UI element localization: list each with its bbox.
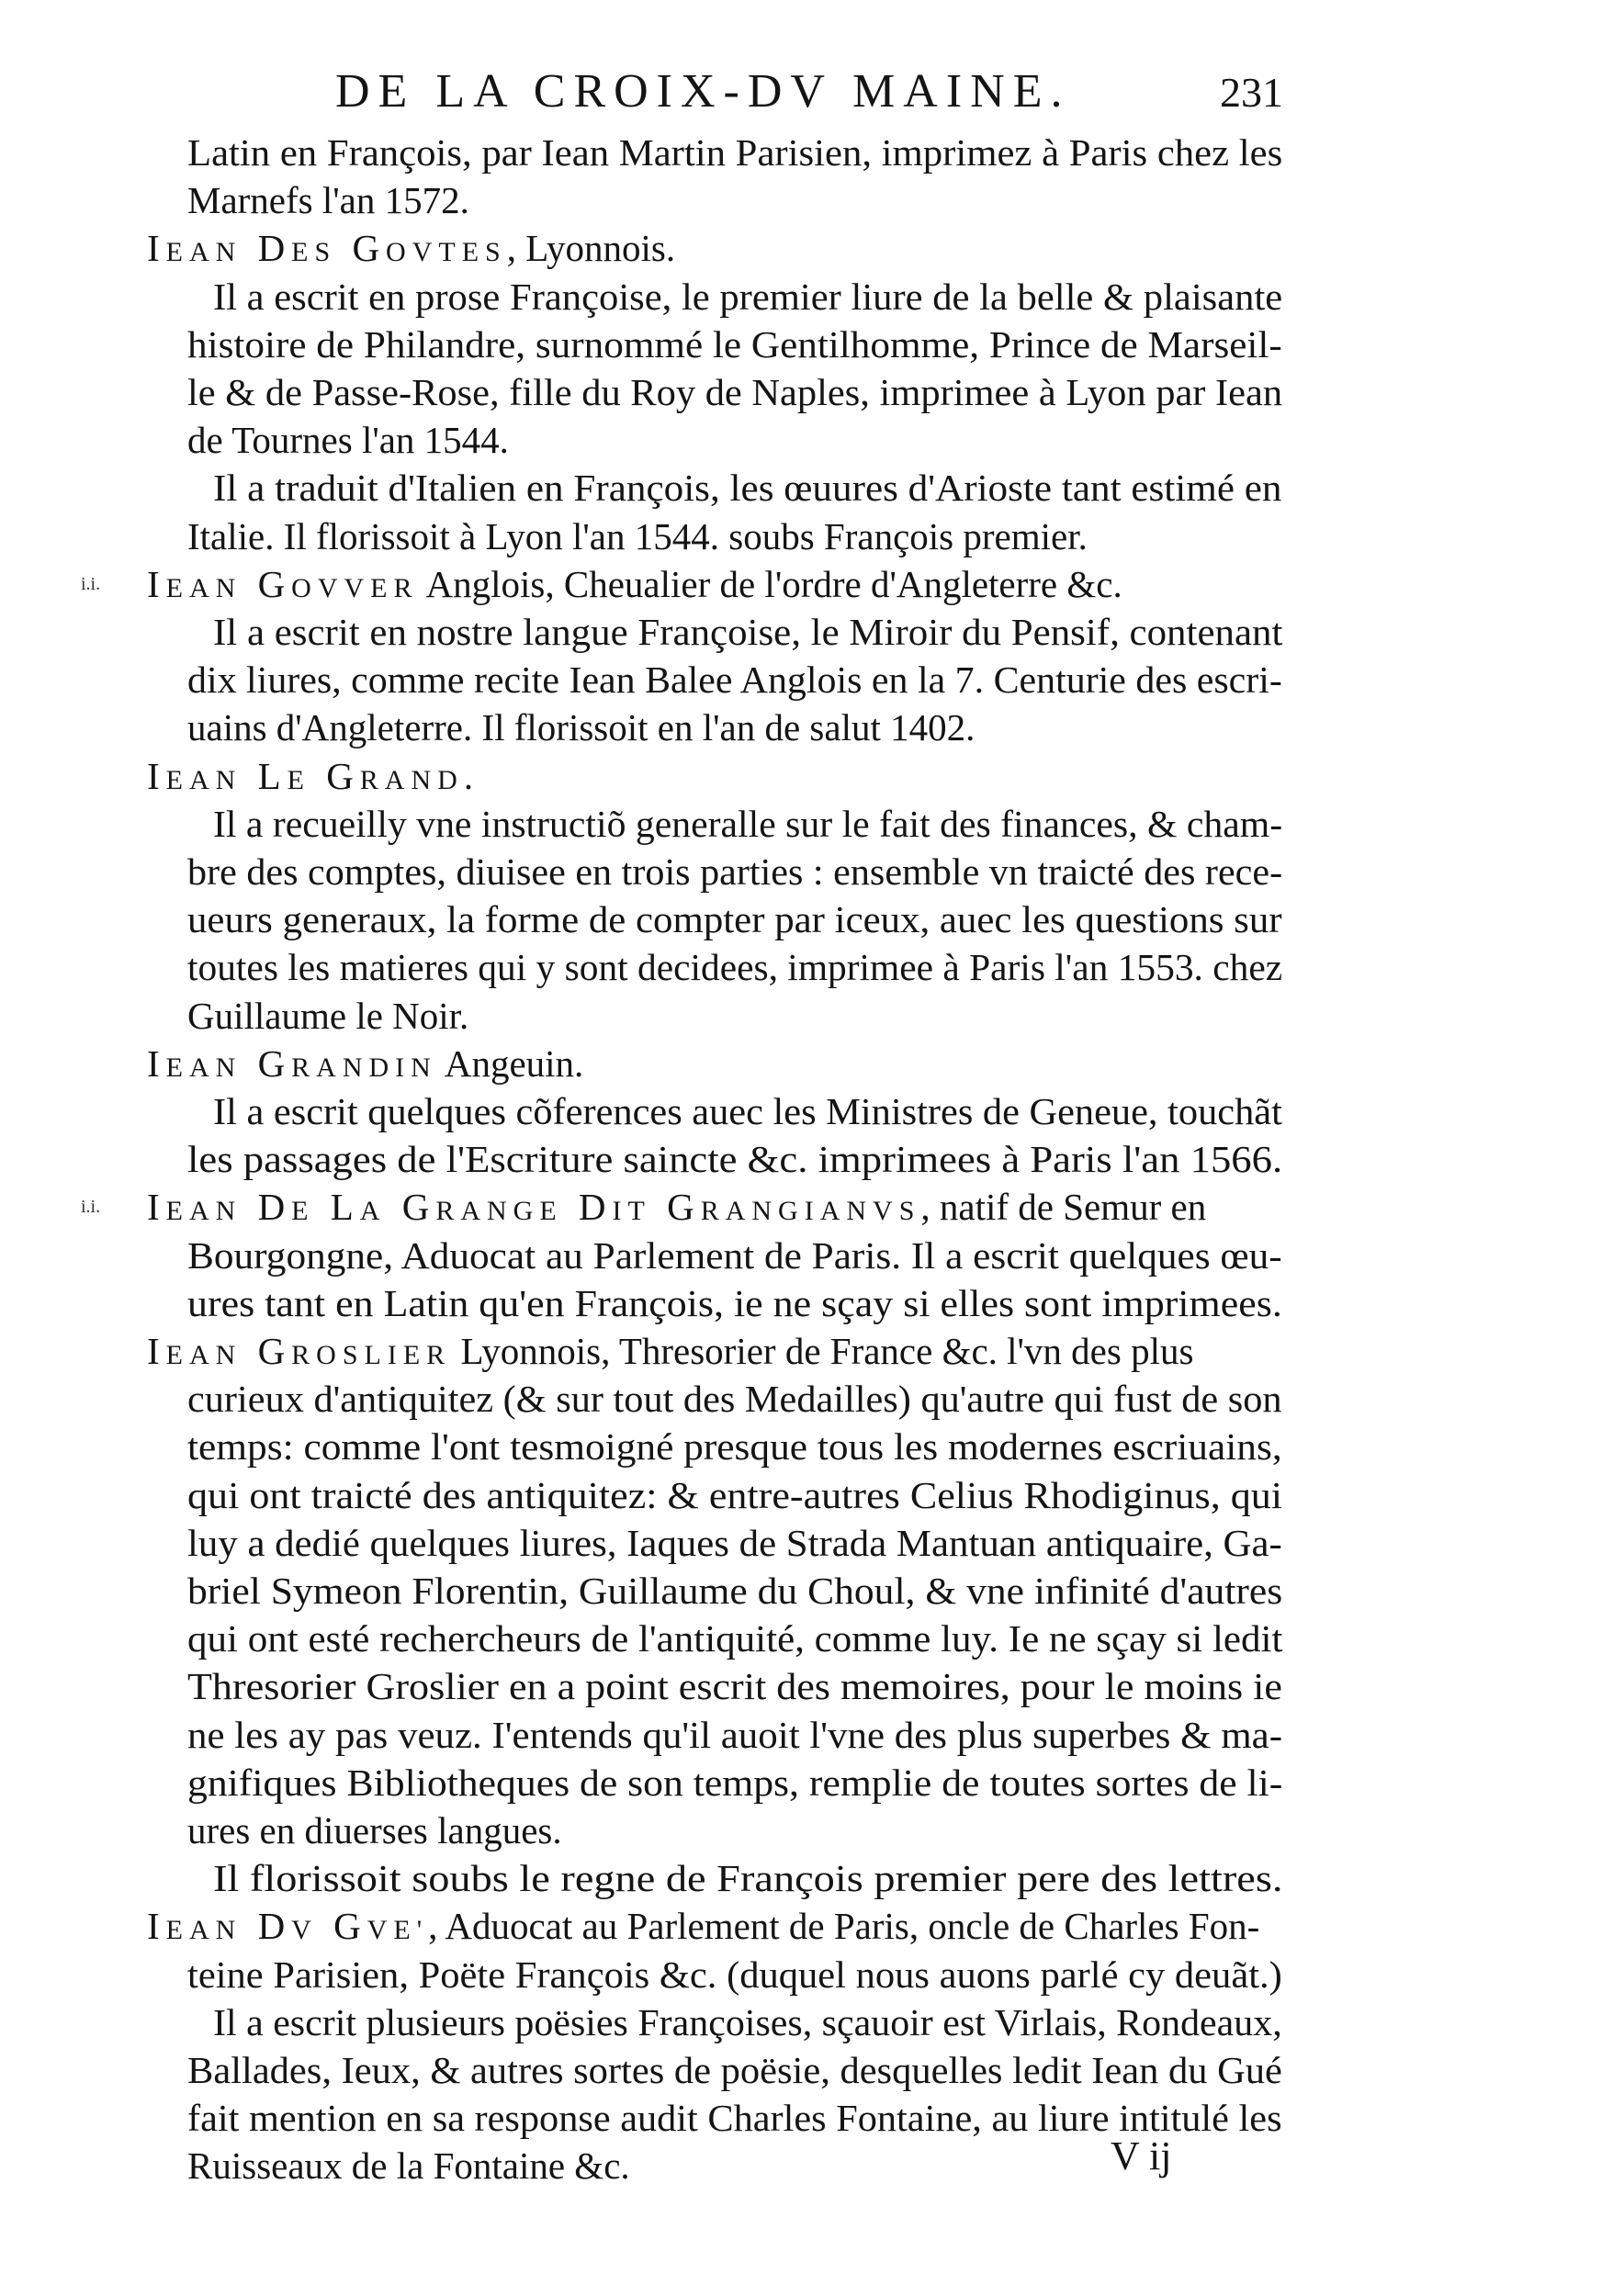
line-text: Lyonnois, Thresorier de France &c. l'vn des plus: [451, 1330, 1194, 1372]
line-text: Ballades, Ieux, & autres sortes de poësie, desquelles ledit Iean du Gué: [187, 2049, 1282, 2091]
line-text: qui ont traicté des antiquitez: & entre-autres Celius Rhodiginus, qui: [187, 1473, 1283, 1516]
line-text: Il a escrit en nostre langue Françoise, le Miroir du Pensif, contenant: [213, 611, 1283, 653]
text-line: [187, 129, 1282, 176]
line-text: ueurs generaux, la forme de compter par iceux, auec les questions sur: [187, 898, 1282, 941]
line-text: ures tant en Latin qu'en François, ie ne sçay si elles sont imprimees.: [187, 1281, 1282, 1324]
marginal-mark: i.i.: [81, 573, 101, 594]
text-line: [187, 992, 468, 1040]
text-line: [187, 1423, 1282, 1470]
text-line: [187, 2046, 1282, 2094]
text-line: [187, 1615, 1282, 1662]
line-text: Il a escrit quelques cõferences auec les Ministres de Geneue, touchãt: [213, 1090, 1282, 1132]
line-text: dix liures, comme recite Iean Balee Anglois en la 7. Centurie des escri-: [187, 658, 1282, 702]
line-text: .: [463, 754, 474, 797]
entry-heading-line: [147, 224, 675, 272]
text-line: [187, 368, 1282, 416]
line-text: , Lyonnois.: [506, 227, 676, 270]
entry-heading-line: [147, 1040, 583, 1087]
text-line: [213, 273, 1282, 321]
line-text: Thresorier Groslier en a point escrit des memoires, pour le moins ie: [187, 1665, 1282, 1708]
line-text: briel Symeon Florentin, Guillaume du Choul, & vne infinité d'autres: [187, 1570, 1283, 1612]
line-text: Marnefs l'an 1572.: [187, 179, 469, 222]
line-text: Anglois, Cheualier de l'ordre d'Angleterre &c.: [418, 562, 1122, 605]
line-text: Il a escrit plusieurs poësies Françoises, sçauoir est Virlais, Rondeaux,: [213, 2000, 1282, 2043]
line-text: temps: comme l'ont tesmoigné presque tous les modernes escriuains,: [187, 1425, 1282, 1469]
line-text: curieux d'antiquitez (& sur tout des Medailles) qu'autre qui fust de son: [187, 1378, 1282, 1421]
line-text: teine Parisien, Poëte François &c. (duquel nous auons parlé cy deuãt.): [187, 1953, 1282, 1996]
text-line: [187, 1567, 1282, 1615]
entry-heading-name: IEAN GRANDIN: [147, 1041, 437, 1085]
running-head: [0, 64, 1624, 129]
line-text: ures en diuerses langues.: [187, 1809, 562, 1851]
text-line: [187, 848, 1282, 895]
line-text: Italie. Il florissoit à Lyon l'an 1544. soubs François premier.: [187, 514, 1088, 557]
text-line: [187, 512, 1088, 560]
entry-heading-name: IEAN DES GOVTES: [147, 227, 507, 270]
line-text: Guillaume le Noir.: [187, 994, 469, 1037]
entry-heading-name: IEAN DE LA GRANGE DIT GRANGIANVS: [147, 1186, 921, 1229]
text-line: [187, 895, 1282, 943]
text-line: [187, 1711, 1282, 1759]
text-line: [213, 1087, 1282, 1135]
line-text: gnifiques Bibliotheques de son temps, remplie de toutes sortes de li-: [187, 1761, 1283, 1804]
line-text: Il a traduit d'Italien en François, les œuures d'Arioste tant estimé en: [213, 467, 1282, 510]
line-text: uains d'Angleterre. Il florissoit en l'an de salut 1402.: [187, 706, 976, 749]
text-line: [187, 321, 1282, 368]
line-text: Il florissoit soubs le regne de François premier pere des lettres.: [213, 1857, 1283, 1900]
text-line: [187, 1806, 562, 1854]
line-text: Ruisseaux de la Fontaine &c.: [187, 2144, 630, 2188]
text-line: [187, 176, 469, 224]
line-text: Il a recueilly vne instructiõ generalle sur le fait des finances, & cham-: [213, 802, 1283, 845]
text-line: [187, 1232, 1282, 1279]
text-line: [187, 1759, 1282, 1806]
entry-heading-line: [81, 1183, 1207, 1231]
line-text: toutes les matieres qui y sont decidees, imprimee à Paris l'an 1553. chez: [187, 946, 1283, 989]
text-line: [187, 1951, 1282, 1998]
page-number: 231: [1220, 69, 1283, 116]
marginal-mark: i.i.: [81, 1197, 101, 1218]
text-line: [213, 1854, 1282, 1902]
entry-heading-line: [147, 752, 473, 800]
entry-heading-name: IEAN GOVVER: [147, 562, 419, 605]
signature-mark: V ij: [1111, 2133, 1172, 2178]
line-text: Bourgongne, Aduocat au Parlement de Paris. Il a escrit quelques œu-: [187, 1233, 1282, 1277]
text-line: [213, 1998, 1282, 2046]
line-text: Angeuin.: [436, 1041, 584, 1085]
text-line: [187, 1375, 1282, 1423]
text-line: [187, 656, 1282, 703]
line-text: ne les ay pas veuz. I'entends qu'il auoit l'vne des plus superbes & ma-: [187, 1713, 1282, 1756]
text-line: [187, 943, 1282, 991]
text-line: [213, 464, 1282, 512]
text-line: [187, 1471, 1282, 1519]
line-text: le & de Passe-Rose, fille du Roy de Naples, imprimee à Lyon par Iean: [187, 371, 1283, 413]
text-line: [213, 608, 1282, 656]
entry-heading-name: IEAN GROSLIER: [147, 1330, 452, 1372]
text-line: [187, 703, 975, 751]
text-line: [187, 1519, 1282, 1567]
line-text: , Aduocat au Parlement de Paris, oncle de Charles Fon-: [428, 1905, 1260, 1948]
text-line: [213, 800, 1282, 848]
line-text: de Tournes l'an 1544.: [187, 419, 509, 462]
entry-heading-name: IEAN LE GRAND: [147, 754, 464, 797]
line-text: fait mention en sa response audit Charles Fontaine, au liure intitulé les: [187, 2097, 1282, 2140]
text-line: [187, 416, 509, 464]
line-text: , natif de Semur en: [920, 1186, 1207, 1229]
line-text: luy a dedié quelques liures, Iaques de Strada Mantuan antiquaire, Ga-: [187, 1521, 1282, 1564]
text-line: [187, 1662, 1282, 1710]
line-text: bre des comptes, diuisee en trois parties : ensemble vn traicté des rece-: [187, 850, 1283, 893]
line-text: les passages de l'Escriture saincte &c. imprimees à Paris l'an 1566.: [187, 1138, 1283, 1181]
entry-heading-name: IEAN DV GVE': [147, 1905, 429, 1948]
entry-heading-line: [81, 560, 1122, 608]
line-text: histoire de Philandre, surnommé le Gentilhomme, Prince de Marseil-: [187, 322, 1282, 366]
line-text: Il a escrit en prose Françoise, le premier liure de la belle & plaisante: [213, 275, 1283, 318]
entry-heading-line: [147, 1902, 1259, 1950]
line-text: Latin en François, par Iean Martin Parisien, imprimez à Paris chez les: [187, 131, 1283, 174]
line-text: qui ont esté rechercheurs de l'antiquité, comme luy. Ie ne sçay si ledit: [187, 1617, 1283, 1660]
text-line: [187, 1279, 1282, 1327]
entry-heading-line: [147, 1327, 1193, 1375]
running-head-title: DE LA CROIX-DV MAINE.: [335, 65, 1071, 118]
text-line: [187, 1135, 1282, 1183]
text-line: [187, 2142, 630, 2189]
